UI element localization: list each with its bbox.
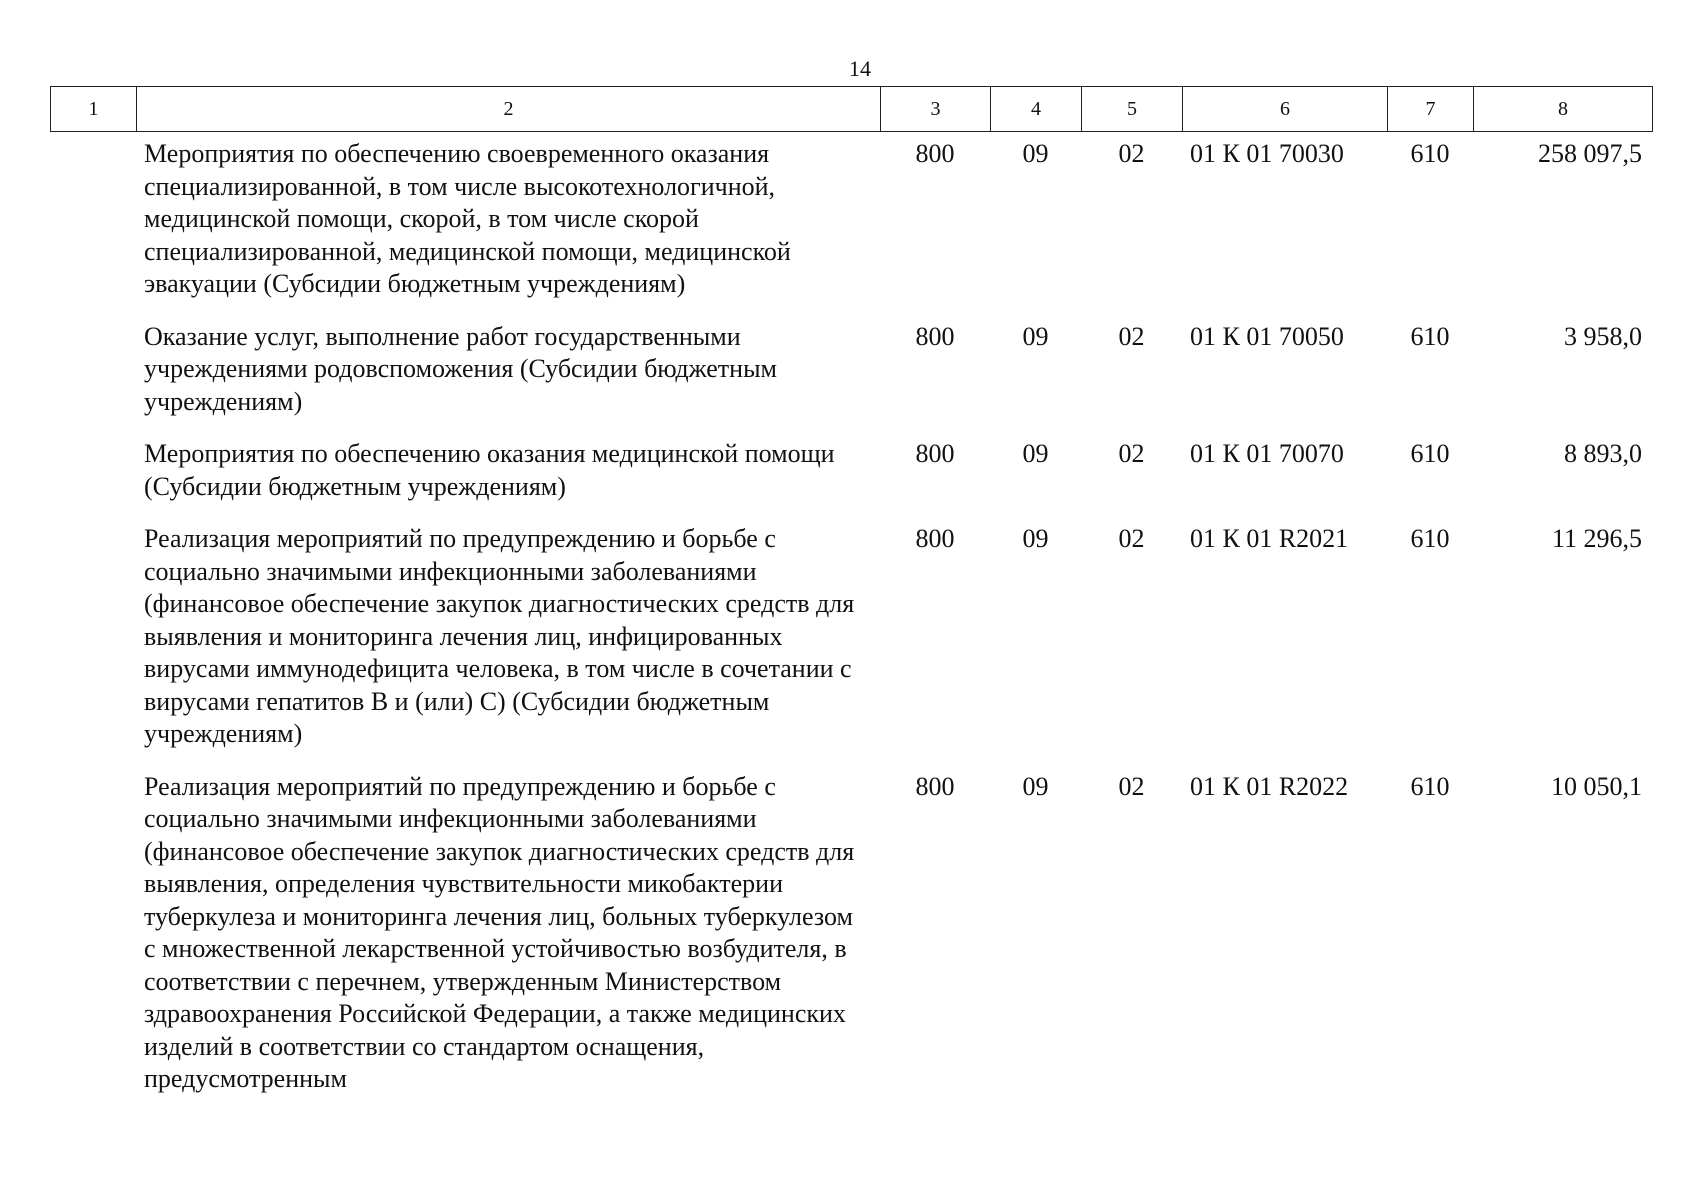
target-article-cell: 01 К 01 R2022: [1190, 771, 1349, 801]
section-code-cell: 09: [1022, 771, 1049, 801]
expense-type-cell: 610: [1410, 139, 1450, 168]
target-article-cell: 01 К 01 70030: [1190, 139, 1344, 168]
header-cell: 3: [881, 87, 991, 132]
description-cell: Мероприятия по обеспечению своевременного оказания специализированной, в том числе высокотехнологичной, медицинской помощи, скорой, в том числе скорой специализированной, медицинской помощи, медицинской эвакуации (Субсидии бюджетным учреждениям): [144, 139, 791, 298]
description-cell: Мероприятия по обеспечению оказания медицинской помощи (Субсидии бюджетным учреждениям): [144, 439, 835, 501]
expense-type-cell: 610: [1410, 321, 1450, 351]
description-cell: Оказание услуг, выполнение работ государственными учреждениями родовспоможения (Субсидии бюджетным учреждениям): [144, 321, 777, 416]
header-cell: 6: [1183, 87, 1388, 132]
header-row: [51, 87, 1653, 132]
section-code-cell: 09: [1022, 139, 1049, 168]
header-cell: 8: [1474, 87, 1653, 132]
table-row: [50, 432, 1652, 517]
table-row: [50, 517, 1652, 765]
target-article-cell: 01 К 01 R2021: [1190, 524, 1349, 553]
subsection-code-cell: 02: [1118, 771, 1145, 801]
subsection-code-cell: 02: [1118, 321, 1145, 351]
target-article-cell: 01 К 01 70070: [1190, 439, 1344, 468]
ministry-code-cell: 800: [915, 139, 955, 168]
subsection-code-cell: 02: [1118, 139, 1145, 168]
row-number-cell: [50, 765, 136, 1096]
section-code-cell: 09: [1022, 321, 1049, 351]
amount-cell: 258 097,5: [1538, 139, 1642, 168]
header-cell: 1: [51, 87, 137, 132]
table-row: [50, 315, 1652, 433]
table-row: [50, 765, 1652, 1096]
ministry-code-cell: 800: [915, 439, 955, 468]
ministry-code-cell: 800: [915, 771, 955, 801]
header-cell: 7: [1388, 87, 1474, 132]
section-code-cell: 09: [1022, 439, 1049, 468]
row-number-cell: [50, 517, 136, 765]
header-cell: 5: [1082, 87, 1183, 132]
section-code-cell: 09: [1022, 524, 1049, 553]
ministry-code-cell: 800: [915, 321, 955, 351]
table-row: [50, 132, 1652, 315]
header-cell: 4: [991, 87, 1082, 132]
amount-cell: 8 893,0: [1564, 439, 1642, 468]
expense-type-cell: 610: [1410, 771, 1450, 801]
amount-cell: 10 050,1: [1551, 771, 1642, 801]
row-number-cell: [50, 315, 136, 433]
target-article-cell: 01 К 01 70050: [1190, 321, 1344, 351]
row-number-cell: [50, 132, 136, 315]
description-cell: Реализация мероприятий по предупреждению и борьбе с социально значимыми инфекционными заболеваниями (финансовое обеспечение закупок диагностических средств для выявления, определения чувствительности микобактерии туберкулеза и мониторинга лечения лиц, больных туберкулезом с множественной лекарственной устойчивостью возбудителя, в соответствии с перечнем, утвержденным Министерством здравоохранения Российской Федерации, а также медицинских изделий в соответствии со стандартом оснащения, предусмотренным: [144, 771, 855, 1093]
budget-table: [50, 132, 1652, 1096]
column-number-header: [50, 86, 1653, 132]
row-number-cell: [50, 432, 136, 517]
header-cell: 2: [137, 87, 881, 132]
subsection-code-cell: 02: [1118, 524, 1145, 553]
expense-type-cell: 610: [1410, 524, 1450, 553]
expense-type-cell: 610: [1410, 439, 1450, 468]
amount-cell: 11 296,5: [1551, 524, 1642, 553]
description-cell: Реализация мероприятий по предупреждению и борьбе с социально значимыми инфекционными заболеваниями (финансовое обеспечение закупок диагностических средств для выявления и мониторинга лечения лиц, инфицированных вирусами иммунодефицита человека, в том числе в сочетании с вирусами гепатитов B и (или) C) (Субсидии бюджетным учреждениям): [144, 524, 855, 748]
amount-cell: 3 958,0: [1564, 321, 1642, 351]
subsection-code-cell: 02: [1118, 439, 1145, 468]
ministry-code-cell: 800: [915, 524, 955, 553]
page-number: 14: [849, 56, 871, 81]
